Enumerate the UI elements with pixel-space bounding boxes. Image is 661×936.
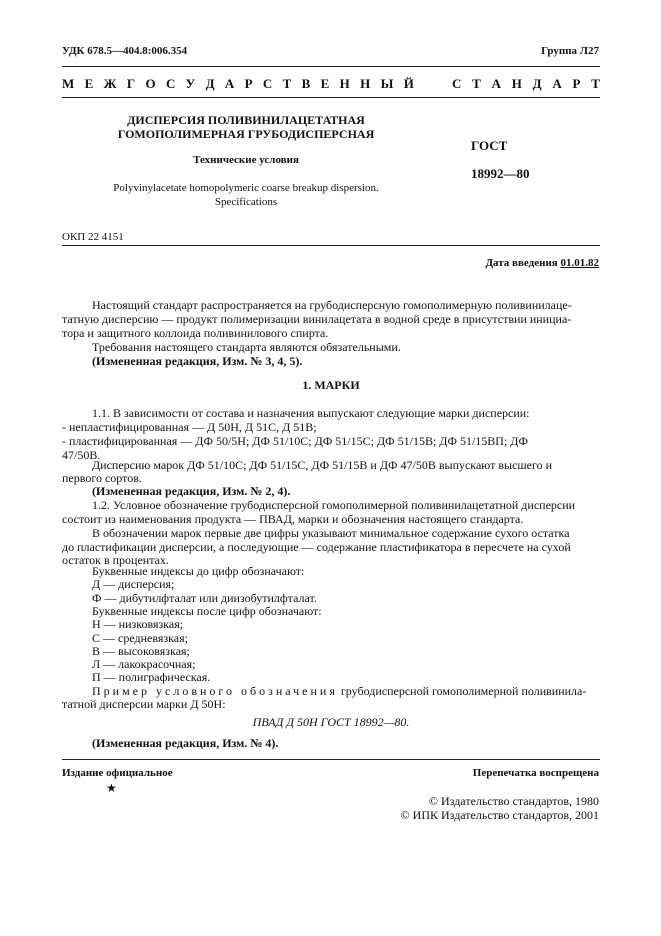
title-line-1: ДИСПЕРСИЯ ПОЛИВИНИЛАЦЕТАТНАЯ: [127, 113, 365, 127]
reprint-prohibited: Перепечатка воспрещена: [472, 767, 599, 779]
banner-standard: [452, 77, 600, 91]
banner-interstate: [62, 77, 414, 91]
intro-date: [485, 256, 599, 270]
after-index-l: Л — лакокрасочная;: [92, 657, 196, 671]
after-index-title: Буквенные индексы после цифр обозначают:: [92, 604, 322, 618]
intro-date-label: Дата введения: [485, 257, 558, 269]
before-index-title: Буквенные индексы до цифр обозначают:: [92, 564, 305, 578]
intro-line-3: тора и защитного коллоида поливинилового спирта.: [62, 326, 329, 340]
banner-interstate-letter: Т: [282, 76, 292, 91]
banner-standard-letter: Н: [511, 76, 522, 91]
gost-label: ГОСТ: [471, 138, 508, 153]
before-index-d: Д — дисперсия;: [92, 577, 175, 591]
banner-interstate-letter: Е: [84, 76, 94, 91]
group-code: Группа Л27: [541, 45, 599, 57]
english-title-line-2: Specifications: [214, 196, 278, 208]
copyright-2001: © ИПК Издательство стандартов, 2001: [400, 808, 599, 822]
title-line-2: ГОМОПОЛИМЕРНАЯ ГРУБОДИСПЕРСНАЯ: [117, 127, 375, 141]
after-index-p: П — полиграфическая.: [92, 670, 211, 684]
english-title-line-1: Polyvinylacetate homopolymeric coarse breakup dispersion.: [113, 182, 379, 194]
marks-line-1: В обозначении марок первые две цифры указывают минимальное содержание сухого остатка: [92, 526, 570, 540]
udk-code: УДК 678.5—404.8:006.354: [62, 45, 188, 57]
okp-rule: [62, 245, 600, 246]
example-formula: ПВАД Д 50Н ГОСТ 18992—80.: [252, 715, 410, 729]
intro-date-value: 01.01.82: [560, 257, 599, 269]
clause-1-2-line-2: состоит из наименования продукта — ПВАД, марки и обозначения настоящего стандарта.: [62, 512, 524, 526]
banner-interstate-letter: Ы: [380, 76, 394, 91]
banner-interstate-letter: Н: [360, 76, 371, 91]
copyright-1980: © Издательство стандартов, 1980: [428, 794, 599, 808]
example-label: Пример условного обозначения: [92, 684, 338, 698]
banner-standard-letter: С: [452, 76, 462, 91]
banner-interstate-letter: В: [301, 76, 311, 91]
banner-interstate-letter: У: [185, 76, 196, 91]
edit-note-2: (Измененная редакция, Изм. № 2, 4).: [92, 484, 291, 498]
intro-mandatory: Требования настоящего стандарта являются обязательными.: [92, 340, 401, 354]
banner-standard-letter: Д: [532, 76, 542, 91]
banner-interstate-letter: Й: [403, 76, 414, 91]
after-index-n: Н — низковязкая;: [92, 617, 184, 631]
banner-interstate-letter: Д: [205, 76, 215, 91]
banner-interstate-letter: Н: [339, 76, 350, 91]
banner-interstate-letter: О: [145, 76, 156, 91]
official-edition: Издание официальное: [62, 767, 173, 779]
banner-interstate-letter: Р: [244, 76, 253, 91]
intro-line-2: татную дисперсию — продукт полимеризации винилацетата в водной среде в присутствии инициа-: [62, 312, 572, 326]
banner-standard-letter: А: [491, 76, 501, 91]
banner-standard-letter: Р: [572, 76, 581, 91]
clause-1-2-line-1: 1.2. Условное обозначение грубодисперсной гомополимерной поливинилацетатной дисперсии: [92, 498, 576, 512]
standard-banner: [62, 77, 600, 91]
bullet-unplasticized: - непластифицированная — Д 50Н, Д 51С, Д 51В;: [62, 420, 317, 434]
example-line-2: татной дисперсии марки Д 50Н:: [62, 697, 226, 711]
grades-line-1: Дисперсию марок ДФ 51/10С; ДФ 51/15С, ДФ 51/15В и ДФ 47/50В выпускают высшего и: [92, 458, 553, 472]
banner-standard-letter: Т: [591, 76, 600, 91]
marks-line-2: до пластификации дисперсии, а последующие — содержание пластификатора в пересчете на сухой: [62, 540, 571, 554]
banner-interstate-letter: С: [165, 76, 176, 91]
intro-line-1: Настоящий стандарт распространяется на грубодисперсную гомополимерную поливинилаце-: [92, 298, 572, 312]
section-heading: 1. МАРКИ: [302, 378, 360, 392]
grades-line-2: первого сортов.: [62, 471, 142, 485]
star-icon: ★: [106, 781, 117, 795]
example-rest: грубодисперсной гомополимерной поливинила-: [337, 684, 587, 698]
after-index-s: С — средневязкая;: [92, 631, 188, 645]
okp-code: ОКП 22 4151: [62, 231, 124, 243]
example-line-1: [62, 684, 600, 698]
bullet-plasticized-line-2: 47/50В.: [62, 448, 101, 462]
gost-number: 18992—80: [471, 166, 530, 181]
bullet-plasticized-line-1: - пластифицированная — ДФ 50/5Н; ДФ 51/10С; ДФ 51/15С; ДФ 51/15В; ДФ 51/15ВП; ДФ: [62, 434, 528, 448]
after-index-v: В — высоковязкая;: [92, 644, 190, 658]
subtitle: Технические условия: [193, 154, 299, 166]
footer-rule: [62, 759, 600, 760]
header-rule-top: [62, 66, 600, 67]
banner-standard-letter: Т: [472, 76, 481, 91]
banner-interstate-letter: Ж: [103, 76, 117, 91]
marks-line-3: остаток в процентах.: [62, 553, 169, 567]
before-index-f: Ф — дибутилфталат или диизобутилфталат.: [92, 591, 317, 605]
edit-note-3: (Измененная редакция, Изм. № 4).: [92, 736, 279, 750]
banner-interstate-letter: Г: [126, 76, 136, 91]
intro-edit-note: (Измененная редакция, Изм. № 3, 4, 5).: [92, 354, 303, 368]
clause-1-1: 1.1. В зависимости от состава и назначения выпускают следующие марки дисперсии:: [92, 406, 530, 420]
banner-interstate-letter: С: [262, 76, 273, 91]
banner-interstate-letter: А: [224, 76, 235, 91]
banner-standard-letter: А: [552, 76, 562, 91]
banner-interstate-letter: Е: [320, 76, 330, 91]
banner-interstate-letter: М: [62, 76, 75, 91]
header-rule-bottom: [62, 97, 600, 98]
